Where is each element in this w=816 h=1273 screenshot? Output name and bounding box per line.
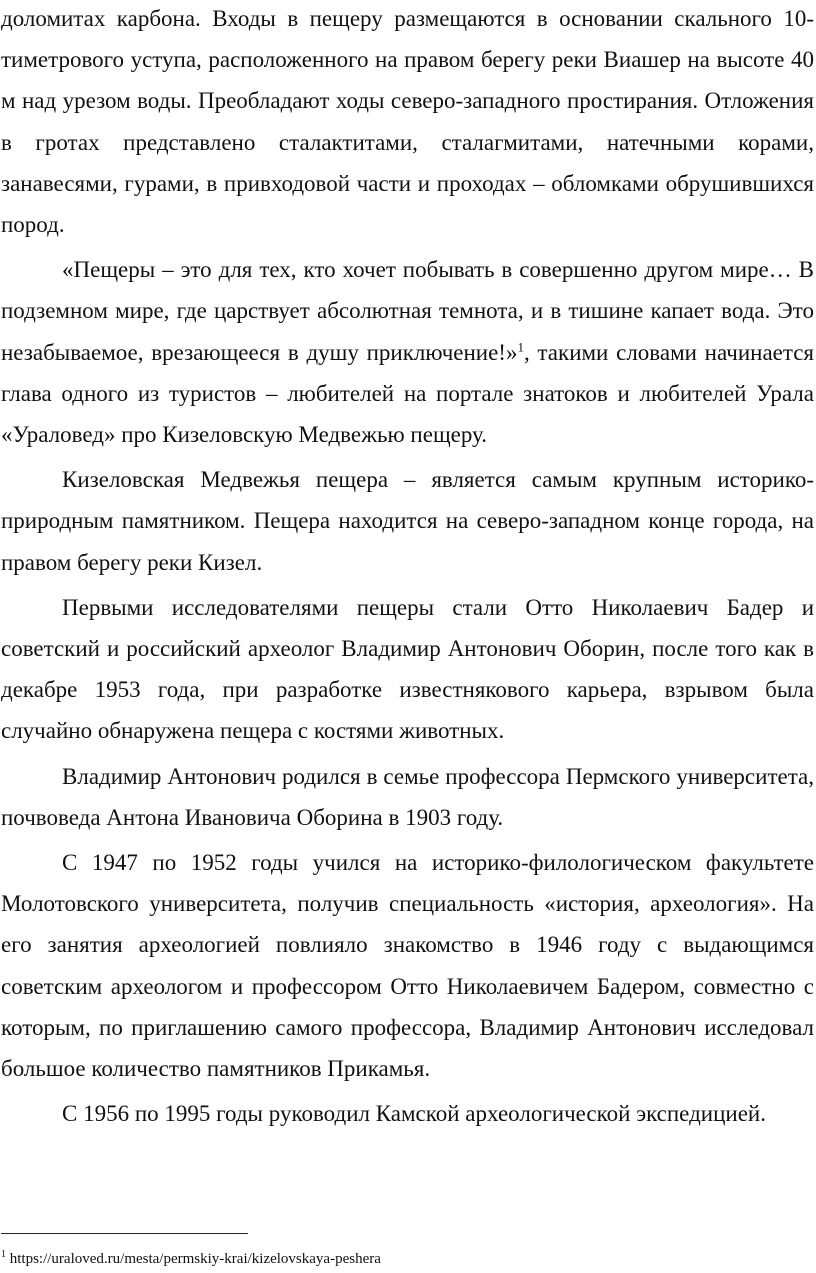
paragraph-first-researchers: Первыми исследователями пещеры стали Отто Николаевич Бадер и советский и российский археолог Владимир Антонович Оборин, после того как в декабре 1953 года, при разработке известнякового карьера, взрывом была случайно обнаружена пещера с костями животных. — [1, 594, 814, 744]
paragraph-tourist-quote — [1, 249, 814, 455]
quote-continuation: , такими словами начинается глава одного из туристов – любителей на портале знатоков и любителей Урала «Ураловед» про Кизеловскую Медвежью пещеру. — [1, 339, 815, 448]
quote-text: «Пещеры – это для тех, кто хочет побывать в совершенно другом мире… В подземном мире, где царствует абсолютная темнота, и в тишине капает вода. Это незабываемое, врезающееся в душу приключение!» — [1, 257, 814, 365]
paragraph-cave-description: доломитах карбона. Входы в пещеру размещаются в основании скального 10-тиметрового уступа, расположенного на правом берегу реки Виашер на высоте 40 м над урезом воды. Преобладают ходы северо-западного простирания. Отложения в гротах представлено сталактитами, сталагмитами, натечными корами, занавесями, гурами, в привходовой части и проходах – обломками обрушившихся пород. — [1, 6, 814, 238]
footnote — [1, 1249, 801, 1269]
footnote-separator — [1, 1233, 248, 1234]
main-text — [1, 0, 814, 1138]
paragraph-cave-location: Кизеловская Медвежья пещера – является самым крупным историко-природным памятником. Пещера находится на северо-западном конце города, на правом берегу реки Кизел. — [1, 467, 814, 575]
footnote-link[interactable]: https://uraloved.ru/mesta/permskiy-krai/kizelovskaya-peshera — [9, 1251, 381, 1267]
paragraph-oborin-education: С 1947 по 1952 годы учился на историко-филологическом факультете Молотовского университета, получив специальность «история, археология». На его занятия археологией повлияло знакомство в 1946 году с выдающимся советским археологом и профессором Отто Николаевичем Бадером, совместно с которым, по приглашению самого профессора, Владимир Антонович исследовал большое количество памятников Прикамья. — [1, 850, 814, 1082]
paragraph-kama-expedition: С 1956 по 1995 годы руководил Камской археологической экспедицией. — [62, 1101, 766, 1127]
footnote-reference[interactable]: 1 — [517, 338, 524, 354]
paragraph-oborin-birth: Владимир Антонович родился в семье профессора Пермского университета, почвоведа Антона Ивановича Оборина в 1903 году. — [1, 763, 814, 830]
footnote-number: 1 — [1, 1249, 6, 1260]
